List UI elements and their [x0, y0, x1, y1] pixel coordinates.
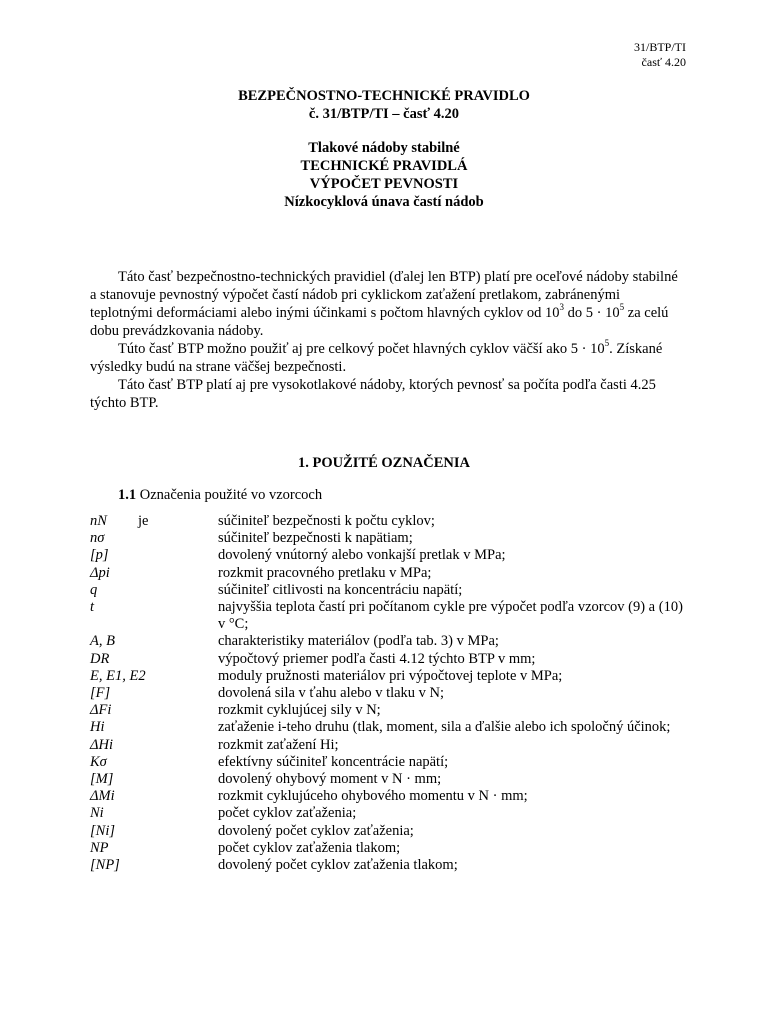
symbol-description: počet cyklov zaťaženia; [218, 805, 357, 822]
intro-paragraph-3: Táto časť BTP platí aj pre vysokotlakové nádoby, ktorých pevnosť sa počíta podľa časti 4.25 týchto BTP. [90, 377, 656, 411]
symbol-row [90, 651, 690, 668]
symbol-row [90, 668, 690, 685]
intro-paragraph-2 [90, 340, 682, 376]
symbol-row [90, 719, 690, 736]
reference-part: časť 4.20 [641, 55, 686, 69]
je-word: je [138, 513, 149, 529]
symbol-term: Hi [90, 719, 105, 736]
symbol-term: A, B [90, 633, 115, 650]
symbol-description: počet cyklov zaťaženia tlakom; [218, 839, 401, 856]
p2-part-b: . Získané výsledky budú na strane väčšej bezpečnosti. [90, 341, 663, 375]
document-category: TECHNICKÉ PRAVIDLÁ [300, 158, 468, 174]
symbol-term: E, E1, E2 [90, 667, 146, 684]
symbol-row [90, 582, 690, 599]
symbol-row [90, 857, 690, 874]
title-gap [0, 123, 768, 139]
symbol-list [90, 513, 690, 874]
document-topic: VÝPOČET PEVNOSTI [309, 176, 459, 192]
document-title: BEZPEČNOSTNO-TECHNICKÉ PRAVIDLO [238, 88, 530, 104]
symbol-term: DR [90, 650, 110, 667]
subsection-number: 1.1 [118, 487, 137, 503]
p1-part-a: Táto časť bezpečnostno-technických pravidiel (ďalej len BTP) platí pre oceľové nádoby stabilné a stanovuje pevnostný výpočet častí nádob pri cyklickom zaťažení pretlakom, zabránenými teplotnými deformáciami alebo inými účinkami s počtom hlavných cyklov od 10 [90, 269, 678, 321]
symbol-row [90, 754, 690, 771]
symbol-term: t [90, 599, 95, 616]
p1-exponent-1: 3 [559, 302, 565, 313]
reference-number: 31/BTP/TI [633, 40, 686, 54]
symbol-description: dovolený ohybový moment v N · mm; [218, 771, 442, 788]
symbol-row [90, 771, 690, 788]
symbol-description: výpočtový priemer podľa časti 4.12 týchto BTP v mm; [218, 650, 536, 667]
symbol-term: nσ [90, 530, 105, 547]
symbol-row [90, 737, 690, 754]
section-heading: 1. POUŽITÉ OZNAČENIA [297, 455, 470, 471]
symbol-description: rozkmit zaťažení Hi; [218, 736, 339, 753]
symbol-row [90, 788, 690, 805]
symbol-description: charakteristiky materiálov (podľa tab. 3) v MPa; [218, 633, 499, 650]
symbol-description: súčiniteľ bezpečnosti k napätiam; [218, 530, 413, 547]
symbol-row [90, 530, 690, 547]
symbol-term: [Ni] [90, 822, 115, 839]
symbol-description: rozkmit cyklujúcej sily v N; [218, 702, 381, 719]
symbol-row [90, 823, 690, 840]
symbol-term: q [90, 581, 98, 598]
symbol-row [90, 702, 690, 719]
symbol-description: efektívny súčiniteľ koncentrácie napätí; [218, 753, 449, 770]
symbol-description: najvyššia teplota častí pri počítanom cykle pre výpočet podľa vzorcov (9) a (10) v °C; [218, 599, 683, 633]
symbol-description: súčiniteľ bezpečnosti k počtu cyklov; [218, 513, 435, 529]
symbol-description: dovolený počet cyklov zaťaženia; [218, 822, 414, 839]
intro-text [90, 268, 682, 412]
symbol-row [90, 685, 690, 702]
symbol-description: dovolený počet cyklov zaťaženia tlakom; [218, 857, 458, 874]
symbol-term: ΔMi [90, 788, 115, 805]
symbol-term: [F] [90, 685, 111, 702]
symbol-term: ΔHi [90, 736, 114, 753]
symbol-term: Ni [90, 805, 104, 822]
symbol-term: [p] [90, 547, 109, 564]
symbol-description: moduly pružnosti materiálov pri výpočtovej teplote v MPa; [218, 667, 563, 684]
p2-part-a: Túto časť BTP možno použiť aj pre celkový počet hlavných cyklov väčší ako 5 · 10 [118, 341, 605, 357]
subsection-title: Označenia použité vo vzorcoch [136, 487, 323, 503]
symbol-description: dovolená sila v ťahu alebo v tlaku v N; [218, 685, 445, 702]
symbol-row [90, 547, 690, 564]
subsection-heading [118, 487, 322, 504]
symbol-row [90, 599, 690, 633]
symbol-description: zaťaženie i-teho druhu (tlak, moment, sila a ďalšie alebo ich spoločný účinok; [218, 719, 671, 736]
document-reference [634, 40, 686, 70]
symbol-term: Kσ [90, 753, 107, 770]
document-subject: Tlakové nádoby stabilné [308, 140, 460, 156]
p1-part-b: do 5 · 10 [564, 305, 620, 321]
p1-part-c: za celú dobu prevádzkovania nádoby. [90, 305, 669, 339]
symbol-row [90, 633, 690, 650]
symbol-description: súčiniteľ citlivosti na koncentráciu napätí; [218, 581, 463, 598]
symbol-description: rozkmit cyklujúceho ohybového momentu v N · mm; [218, 788, 528, 805]
symbol-row [90, 805, 690, 822]
symbol-row [90, 840, 690, 857]
document-subtopic: Nízkocyklová únava častí nádob [284, 194, 484, 210]
title-block [0, 87, 768, 211]
symbol-term: ΔFi [90, 702, 112, 719]
symbol-term: [NP] [90, 857, 120, 874]
p2-exponent: 5 [604, 338, 610, 349]
document-number: č. 31/BTP/TI – časť 4.20 [308, 106, 460, 122]
symbol-term: nN je [90, 513, 149, 529]
symbol-term: NP [90, 839, 109, 856]
symbol-description: dovolený vnútorný alebo vonkajší pretlak v MPa; [218, 547, 506, 564]
symbol-term: Δpi [90, 564, 110, 581]
intro-paragraph-1 [90, 268, 682, 340]
symbol-row [90, 513, 690, 530]
p1-exponent-2: 5 [619, 302, 625, 313]
symbol-row [90, 565, 690, 582]
symbol-term: [M] [90, 771, 114, 788]
symbol-description: rozkmit pracovného pretlaku v MPa; [218, 564, 432, 581]
